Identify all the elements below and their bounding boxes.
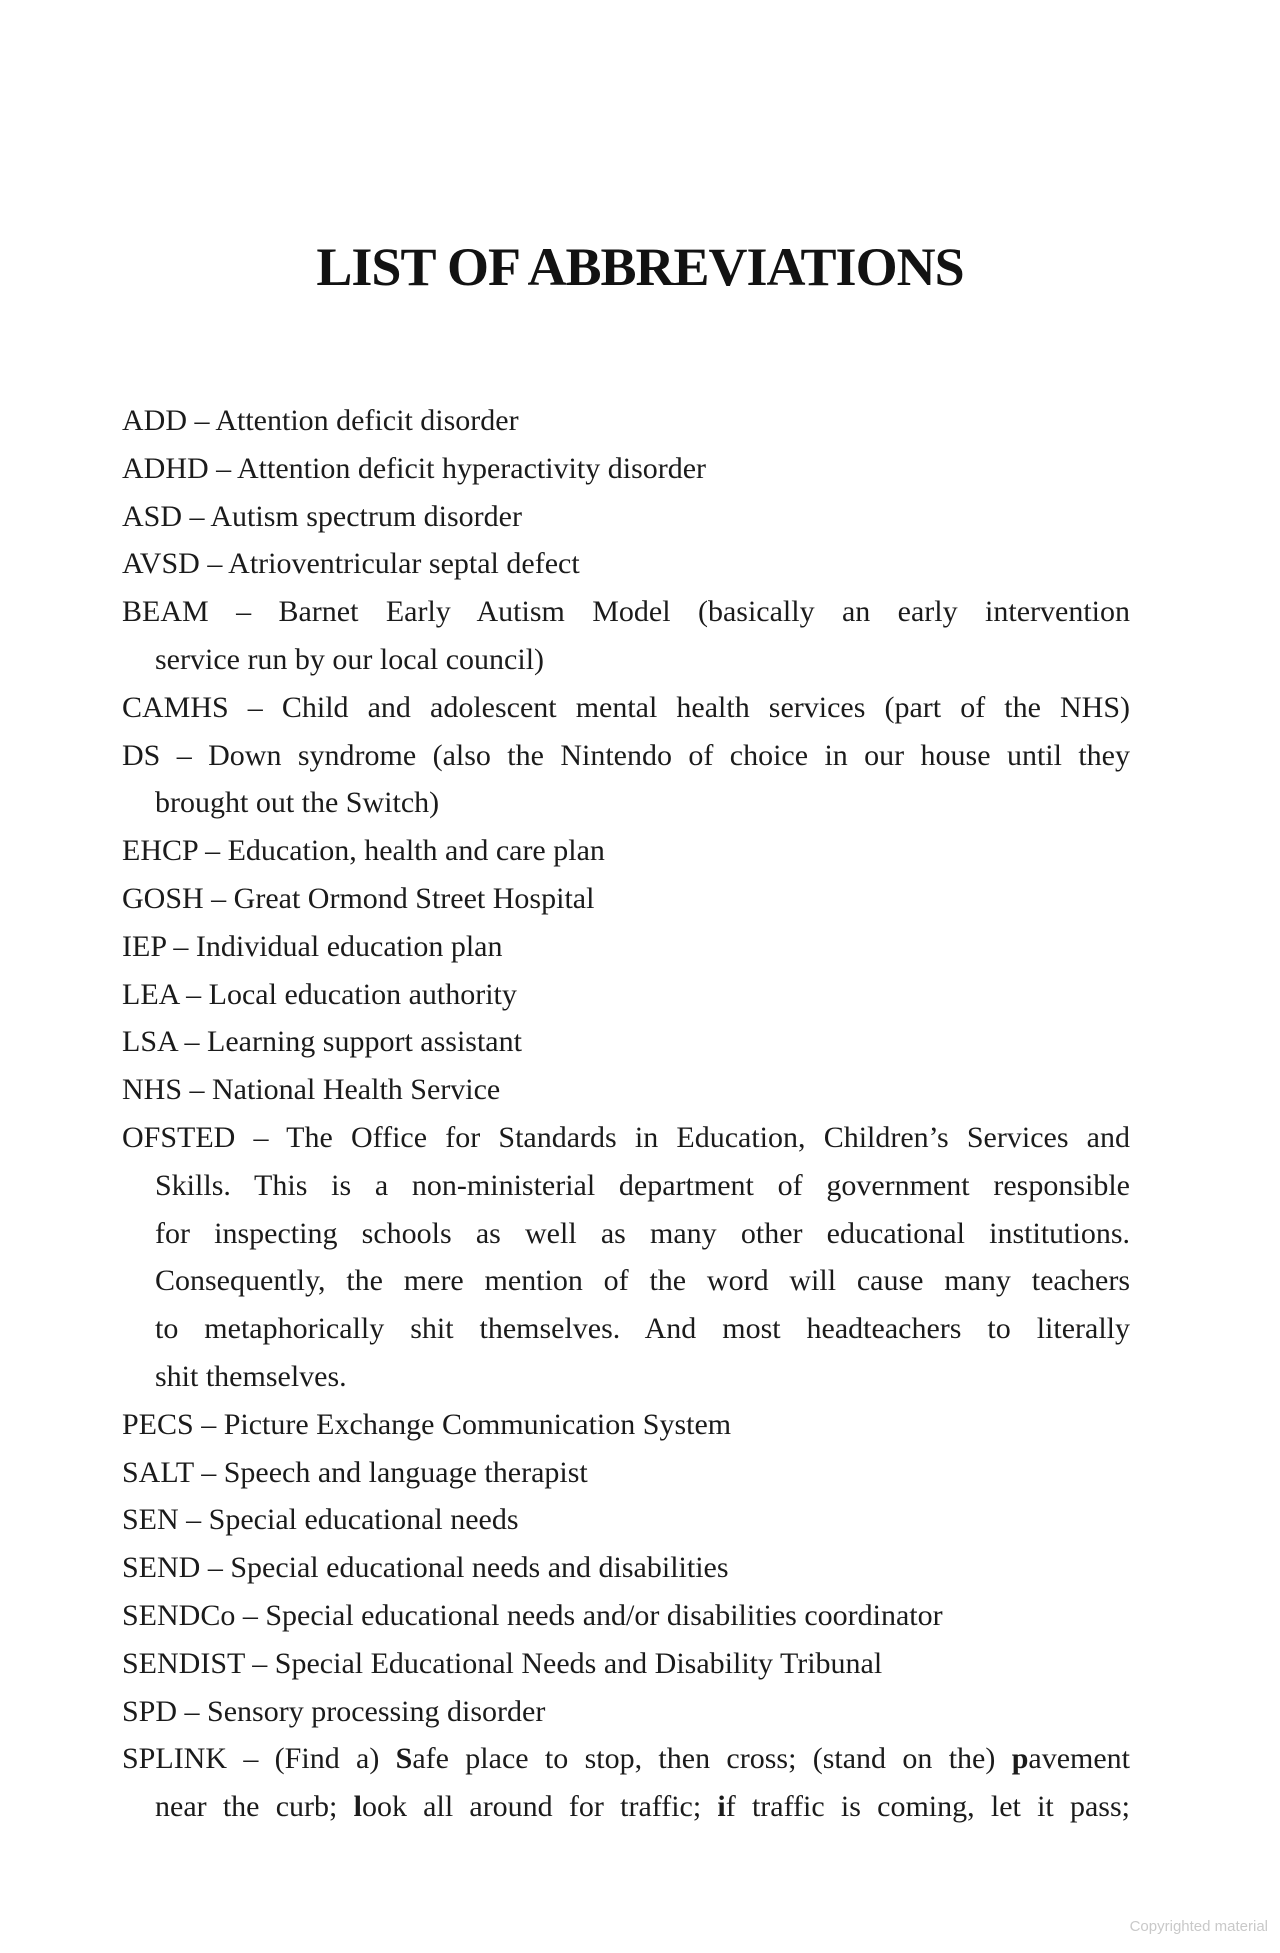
- line-text: NHS – National Health Service: [122, 1073, 501, 1107]
- abbreviation-line-ehcp: [122, 827, 1130, 875]
- abbreviation-line-nhs: [122, 1066, 1130, 1114]
- abbreviation-line-ofsted: [122, 1114, 1130, 1162]
- line-text: SENDIST – Special Educational Needs and Disability Tribunal: [122, 1646, 883, 1680]
- abbreviation-line-ofsted: [122, 1210, 1130, 1258]
- page-title: LIST OF ABBREVIATIONS: [316, 237, 964, 297]
- abbreviation-line-send: [122, 1544, 1130, 1592]
- line-text: for inspecting schools as well as many other educational institutions.: [155, 1216, 1130, 1250]
- abbreviation-line-pecs: [122, 1401, 1130, 1449]
- abbreviation-line-add: [122, 397, 1130, 445]
- abbreviation-list: [122, 397, 1130, 1831]
- line-text: BEAM – Barnet Early Autism Model (basically an early intervention: [122, 595, 1130, 629]
- abbreviation-line-splink: [122, 1735, 1130, 1783]
- line-text: EHCP – Education, health and care plan: [122, 834, 605, 868]
- line-text: SALT – Speech and language therapist: [122, 1455, 588, 1489]
- line-text: LEA – Local education authority: [122, 977, 517, 1011]
- line-text: PECS – Picture Exchange Communication System: [122, 1407, 732, 1441]
- abbreviation-line-ds: [122, 779, 1130, 827]
- line-text: afe place to stop, then cross; (stand on the): [412, 1742, 1012, 1776]
- line-text: SEND – Special educational needs and disabilities: [122, 1551, 729, 1585]
- abbreviation-line-ofsted: [122, 1353, 1130, 1401]
- bold-letter: S: [395, 1742, 413, 1776]
- line-text: SEN – Special educational needs: [122, 1503, 519, 1537]
- line-text: near the curb;: [155, 1790, 354, 1824]
- line-text: AVSD – Atrioventricular septal defect: [122, 547, 580, 581]
- abbreviation-line-beam: [122, 588, 1130, 636]
- abbreviation-line-spd: [122, 1688, 1130, 1736]
- abbreviation-line-asd: [122, 493, 1130, 541]
- abbreviation-line-splink: [122, 1783, 1130, 1831]
- abbreviation-line-lea: [122, 971, 1130, 1019]
- line-text: shit themselves.: [155, 1359, 347, 1393]
- abbreviation-line-ofsted: [122, 1162, 1130, 1210]
- copyright-watermark: Copyrighted material: [1129, 1918, 1268, 1935]
- abbreviation-line-adhd: [122, 445, 1130, 493]
- abbreviation-line-ofsted: [122, 1305, 1130, 1353]
- abbreviation-line-ofsted: [122, 1257, 1130, 1305]
- line-text: ASD – Autism spectrum disorder: [122, 499, 522, 533]
- bold-letter: i: [717, 1790, 726, 1824]
- line-text: ADHD – Attention deficit hyperactivity disorder: [122, 451, 707, 485]
- line-text: brought out the Switch): [155, 786, 440, 820]
- abbreviation-line-beam: [122, 636, 1130, 684]
- line-text: service run by our local council): [155, 642, 545, 676]
- line-text: SENDCo – Special educational needs and/or disabilities coordinator: [122, 1598, 943, 1632]
- line-text: CAMHS – Child and adolescent mental health services (part of the NHS): [122, 690, 1130, 724]
- abbreviation-line-gosh: [122, 875, 1130, 923]
- abbreviation-line-camhs: [122, 684, 1130, 732]
- line-text: OFSTED – The Office for Standards in Education, Children’s Services and: [122, 1120, 1130, 1154]
- abbreviation-line-iep: [122, 923, 1130, 971]
- bold-letter: l: [353, 1790, 362, 1824]
- abbreviation-line-lsa: [122, 1018, 1130, 1066]
- line-text: f traffic is coming, let it pass;: [725, 1790, 1130, 1824]
- abbreviation-line-ds: [122, 732, 1130, 780]
- line-text: IEP – Individual education plan: [122, 929, 503, 963]
- line-text: GOSH – Great Ormond Street Hospital: [122, 881, 595, 915]
- abbreviation-line-sen: [122, 1496, 1130, 1544]
- bold-letter: p: [1011, 1742, 1029, 1776]
- abbreviation-line-sendco: [122, 1592, 1130, 1640]
- abbreviation-line-avsd: [122, 540, 1130, 588]
- line-text: ADD – Attention deficit disorder: [122, 404, 519, 437]
- line-text: DS – Down syndrome (also the Nintendo of choice in our house until they: [122, 738, 1130, 772]
- line-text: SPLINK – (Find a): [122, 1742, 396, 1776]
- line-text: Skills. This is a non-ministerial department of government responsible: [155, 1168, 1130, 1202]
- line-text: Consequently, the mere mention of the word will cause many teachers: [155, 1264, 1130, 1298]
- line-text: ook all around for traffic;: [361, 1790, 718, 1824]
- line-text: SPD – Sensory processing disorder: [122, 1694, 546, 1728]
- abbreviation-line-salt: [122, 1449, 1130, 1497]
- line-text: LSA – Learning support assistant: [122, 1025, 522, 1059]
- line-text: to metaphorically shit themselves. And most headteachers to literally: [155, 1312, 1130, 1346]
- line-text: avement: [1028, 1742, 1131, 1776]
- abbreviation-line-sendist: [122, 1640, 1130, 1688]
